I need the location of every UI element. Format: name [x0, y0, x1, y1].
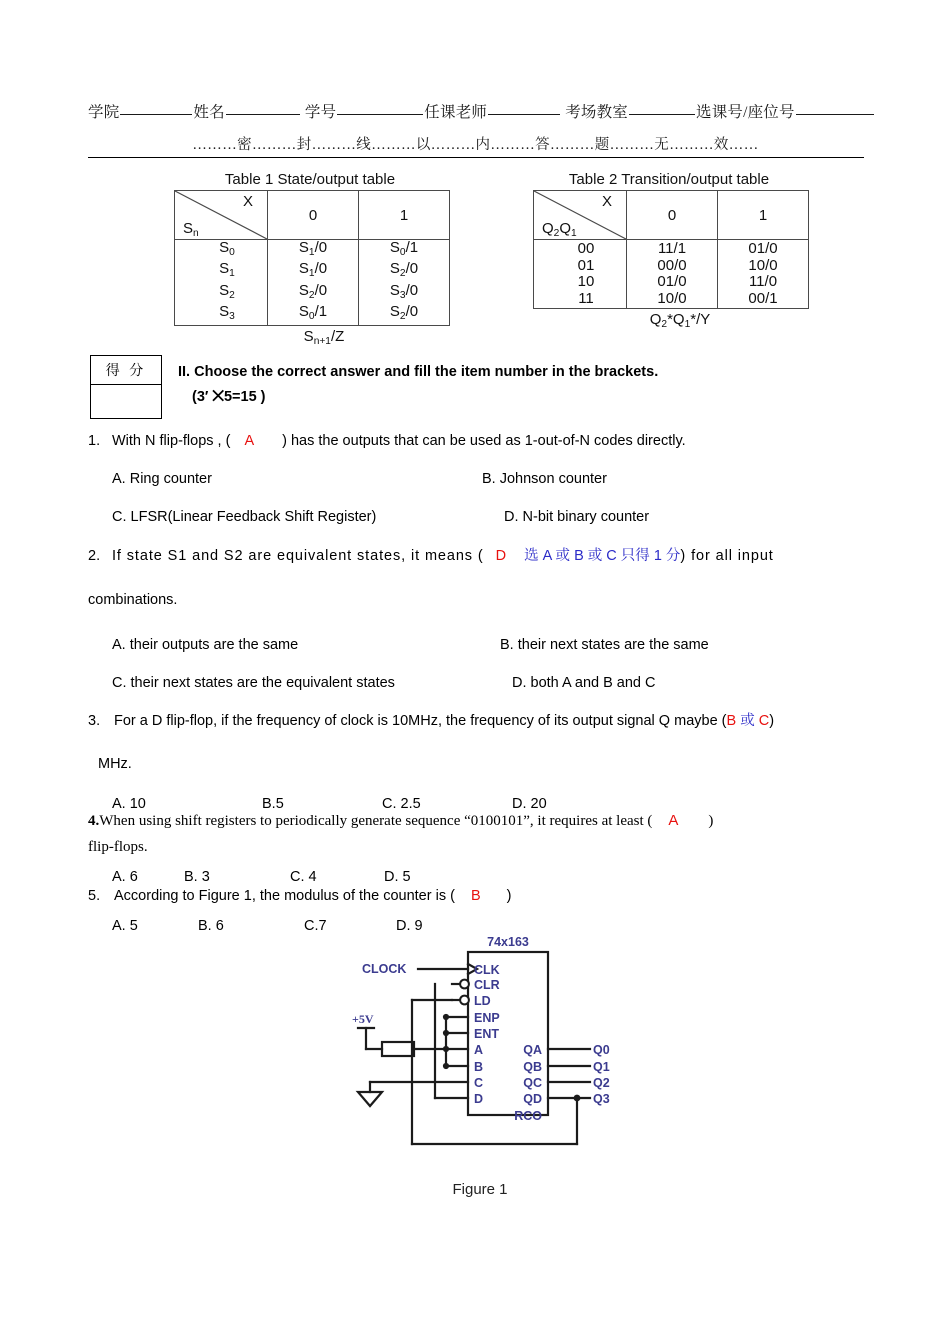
field-room: 考场教室 [565, 104, 628, 121]
score-box-label: 得 分 [91, 356, 161, 385]
option-d[interactable]: D. 20 [512, 796, 547, 812]
question-1-options-row-2 [88, 506, 868, 528]
section-heading [178, 360, 858, 410]
question-4-stem: 4.When using shift registers to periodically generate sequence “0100101”, it requires at least ( A ) [88, 812, 714, 829]
option-b[interactable]: B.5 [262, 796, 284, 812]
question-5-stem: 5. According to Figure 1, the modulus of the counter is ( B ) [88, 885, 868, 907]
question-2-options-row-2 [88, 672, 870, 694]
question-2-number: 2. [88, 548, 101, 564]
pin-ld: LD [474, 994, 491, 1008]
table-2-footer: $Q_2*Q_1*/Y$ [649, 311, 711, 330]
table-2-cells-x1: 01/0 10/0 11/0 00/1 [718, 240, 809, 309]
label-q0: Q0 [593, 1043, 610, 1057]
question-3-stem: 3. For a D flip-flop, if the frequency of clock is 10MHz, the frequency of its output signal Q maybe (B 或 C) [88, 710, 870, 732]
table-1-corner-header [175, 191, 268, 240]
table-2 [533, 190, 809, 309]
option-b[interactable]: B. 6 [198, 918, 224, 934]
header-divider [88, 157, 864, 158]
question-1-stem: 1. With N flip-flops , ( A ) has the outputs that can be used as 1-out-of-N codes directly. [88, 430, 868, 452]
table-2-row-labels: 00 01 10 11 [534, 240, 627, 309]
question-2-stem-wrap: combinations. [88, 592, 178, 608]
table-2-col-0: 0 [627, 191, 718, 240]
seal-line: ………密………封………线………以………内………答………题………无………效…… [192, 137, 759, 153]
pin-b: B [474, 1060, 484, 1074]
question-2 [88, 545, 870, 694]
option-c[interactable]: C. their next states are the equivalent states [112, 675, 395, 691]
question-1-number: 1. [88, 433, 101, 449]
circuit-diagram-figure-1 [340, 932, 620, 1172]
table-row [534, 191, 809, 240]
label-5v: +5V [352, 1012, 374, 1026]
pin-rco: RCO [514, 1109, 542, 1123]
field-studentid: 学号 [304, 104, 337, 121]
table-1-title: Table 1 State/output table [224, 171, 396, 188]
section-points: (3′ ⨉5=15 ) [192, 389, 266, 405]
pin-d: D [474, 1092, 484, 1106]
pin-clk: CLK [474, 963, 500, 977]
junction-dots [443, 1014, 581, 1102]
pin-ent: ENT [474, 1027, 499, 1041]
label-clock: CLOCK [362, 962, 407, 976]
field-teacher: 任课老师 [424, 104, 488, 121]
table-2-col-1: 1 [718, 191, 809, 240]
option-d[interactable]: D. 9 [396, 918, 423, 934]
pin-c: C [474, 1076, 484, 1090]
chip-label: 74x163 [487, 935, 529, 949]
label-q1: Q1 [593, 1060, 610, 1074]
question-2-annotation: 选 A 或 B 或 C 只得 1 分 [524, 548, 681, 564]
option-d[interactable]: D. N-bit binary counter [504, 509, 650, 525]
ground-symbol-icon [358, 1092, 382, 1106]
junction-dot [443, 1030, 449, 1036]
ld-inversion-bubble-icon [460, 996, 469, 1005]
option-d[interactable]: D. 5 [384, 869, 411, 885]
figure-caption: Figure 1 [452, 1181, 508, 1198]
question-1-options-row-1 [88, 468, 868, 490]
question-1 [88, 430, 868, 528]
question-4 [88, 810, 868, 888]
option-a[interactable]: A. their outputs are the same [112, 637, 299, 653]
question-3-number: 3. [88, 713, 101, 729]
table-2-row-var: $Q_2Q_1$ [542, 220, 577, 239]
question-4-stem-wrap: flip-flops. [88, 839, 148, 855]
exam-header-fields [88, 100, 863, 122]
question-3-answer-1[interactable]: B [726, 713, 737, 729]
table-1 [174, 190, 450, 326]
pin-qa: QA [523, 1043, 542, 1057]
pin-qd: QD [523, 1092, 542, 1106]
table-2-cells-x0: 11/1 00/0 01/0 10/0 [627, 240, 718, 309]
table-2-container [533, 171, 805, 330]
option-c[interactable]: C.7 [304, 918, 327, 934]
question-1-answer[interactable]: A [244, 433, 255, 449]
option-b[interactable]: B. 3 [184, 869, 210, 885]
junction-dot [574, 1095, 581, 1102]
option-a[interactable]: A. 5 [112, 918, 138, 934]
table-row [175, 191, 450, 240]
field-seat: 选课号/座位号 [696, 104, 795, 121]
table-1-cells-x1: $S_0/1$ $S_2/0$ $S_3/0$ $S_2/0$ [359, 240, 450, 326]
table-1-col-0: 0 [268, 191, 359, 240]
field-college: 学院 [88, 104, 120, 121]
table-1-container [174, 171, 446, 347]
table-1-row-labels: $S_0$ $S_1$ $S_2$ $S_3$ [175, 240, 268, 326]
section-heading-text: II. Choose the correct answer and fill the item number in the brackets. [178, 364, 659, 380]
table-2-title: Table 2 Transition/output table [568, 171, 770, 188]
table-row [534, 240, 809, 309]
junction-dot [443, 1014, 449, 1020]
table-1-col-var: X [242, 193, 253, 210]
table-1-col-1: 1 [359, 191, 450, 240]
option-b[interactable]: B. Johnson counter [482, 471, 607, 487]
question-4-answer[interactable]: A [668, 812, 679, 829]
table-2-corner-header [534, 191, 627, 240]
pin-enp: ENP [474, 1011, 500, 1025]
option-c[interactable]: C. LFSR(Linear Feedback Shift Register) [112, 509, 377, 525]
table-2-col-var: X [601, 193, 612, 210]
field-name: 姓名 [193, 104, 225, 121]
exam-header [88, 100, 863, 154]
junction-dot [443, 1063, 449, 1069]
table-1-row-var: $S_n$ [183, 220, 199, 239]
pin-qc: QC [523, 1076, 542, 1090]
junction-dot [443, 1046, 449, 1052]
circuit-svg [340, 932, 620, 1172]
label-q2: Q2 [593, 1076, 610, 1090]
score-box [90, 355, 162, 419]
question-5 [88, 885, 868, 937]
table-1-footer: $S_{n+1}/Z$ [303, 328, 345, 348]
option-a[interactable]: A. 6 [112, 869, 138, 885]
question-3 [88, 710, 870, 815]
option-a[interactable]: A. 10 [112, 796, 146, 812]
question-4-number: 4. [88, 813, 100, 829]
option-a[interactable]: A. Ring counter [112, 471, 212, 487]
label-q3: Q3 [593, 1092, 610, 1106]
question-2-answer[interactable]: D [495, 548, 507, 564]
question-2-stem: 2. If state S1 and S2 are equivalent states, it means ( D 选 A 或 B 或 C 只得 1 分) for all input [88, 545, 870, 567]
option-b[interactable]: B. their next states are the same [500, 637, 709, 653]
option-c[interactable]: C. 2.5 [382, 796, 421, 812]
table-row [175, 240, 450, 326]
question-5-number: 5. [88, 888, 101, 904]
pin-a: A [474, 1043, 484, 1057]
question-3-answer-sep: 或 [736, 713, 759, 729]
table-1-cells-x0: $S_1/0$ $S_1/0$ $S_2/0$ $S_0/1$ [268, 240, 359, 326]
score-box-input[interactable] [91, 385, 161, 417]
pin-qb: QB [523, 1060, 542, 1074]
clr-inversion-bubble-icon [460, 980, 469, 989]
question-3-answer-2[interactable]: C [758, 713, 770, 729]
option-c[interactable]: C. 4 [290, 869, 317, 885]
pin-clr: CLR [474, 978, 500, 992]
question-2-options-row-1 [88, 634, 870, 656]
resistor [382, 1042, 414, 1056]
option-d[interactable]: D. both A and B and C [512, 675, 656, 691]
question-3-stem-wrap: MHz. [98, 756, 132, 772]
question-5-answer[interactable]: B [470, 888, 481, 904]
